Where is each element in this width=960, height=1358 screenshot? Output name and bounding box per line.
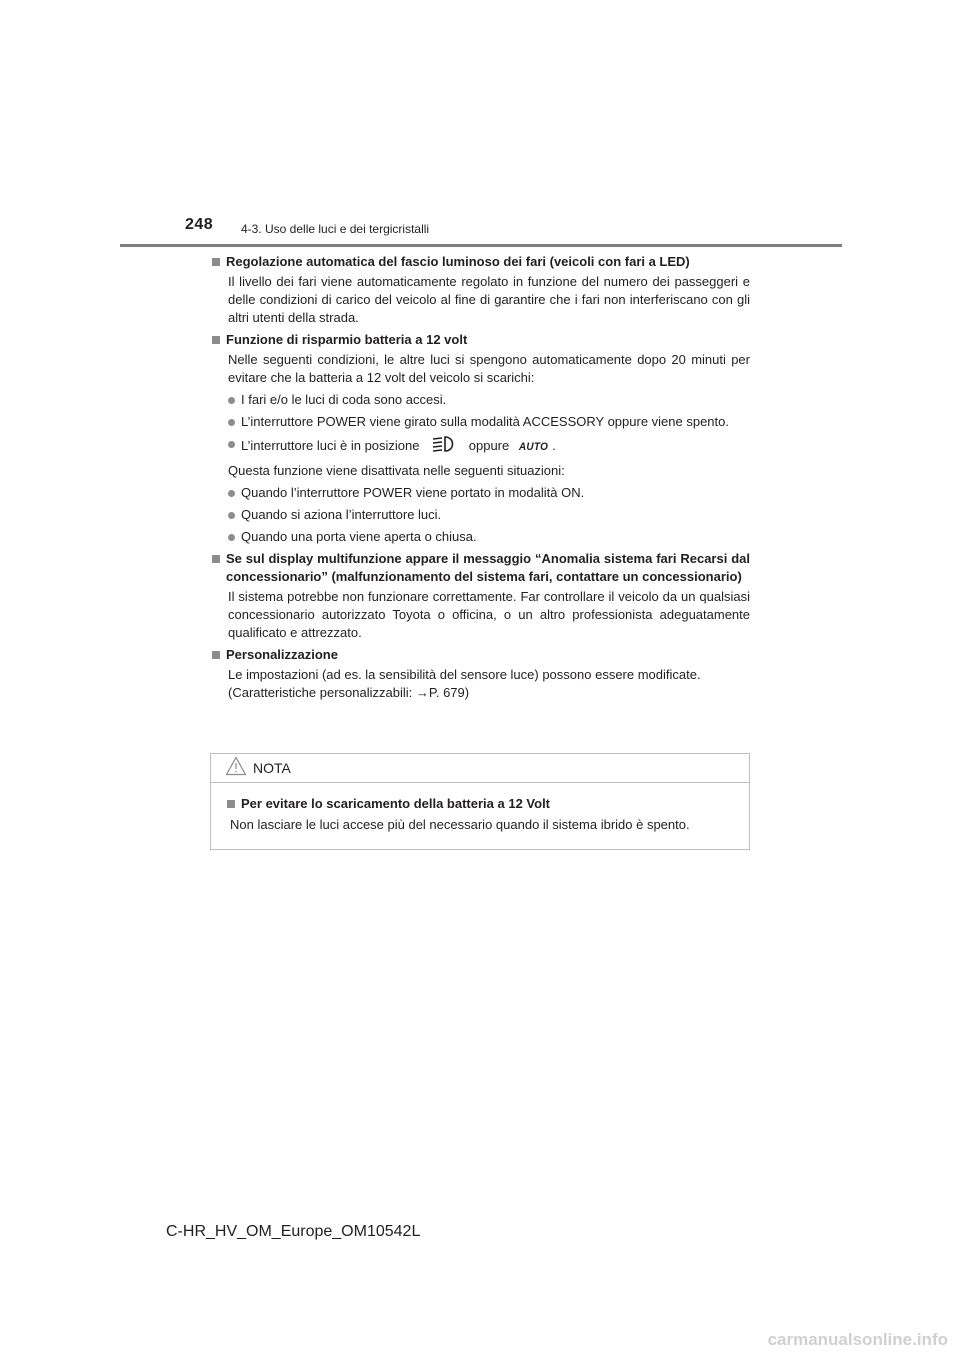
round-bullet-icon: [228, 397, 235, 404]
page-number: 248: [185, 216, 214, 233]
round-bullet-icon: [228, 419, 235, 426]
paragraph: Il livello dei fari viene automaticamente regolato in funzione del numero dei passeggeri e delle condizioni di carico del veicolo al fine di garantire che i fari non interferiscano con gli altri utenti della strada.: [228, 274, 750, 325]
square-bullet-icon: [227, 800, 235, 808]
notice-label: NOTA: [253, 760, 291, 776]
section-auto-leveling: [210, 253, 750, 327]
cross-reference: (Caratteristiche personalizzabili: →P. 679): [228, 685, 470, 700]
list-item: I fari e/o le luci di coda sono accesi.: [228, 391, 750, 409]
square-bullet-icon: [212, 651, 220, 659]
notice-header: [211, 754, 749, 783]
paragraph: Nelle seguenti condizioni, le altre luci si spengono automaticamente dopo 20 minuti per evitare che la batteria a 12 volt del veicolo si scarichi:: [228, 352, 750, 385]
document-code: C-HR_HV_OM_Europe_OM10542L: [166, 1223, 421, 1240]
paragraph: Le impostazioni (ad es. la sensibilità del sensore luce) possono essere modificate.: [228, 667, 701, 682]
section-heading: Personalizzazione: [210, 646, 750, 664]
list-item: Quando si aziona l’interruttore luci.: [228, 506, 750, 524]
round-bullet-icon: [228, 490, 235, 497]
square-bullet-icon: [212, 336, 220, 344]
headlight-icon: [429, 435, 459, 458]
paragraph: Questa funzione viene disattivata nelle seguenti situazioni:: [228, 463, 565, 478]
header-divider: [120, 244, 842, 247]
warning-triangle-icon: [225, 756, 247, 781]
square-bullet-icon: [212, 258, 220, 266]
auto-position-icon: AUTO: [518, 441, 549, 454]
notice-box: [210, 753, 750, 850]
page-header: [0, 0, 960, 250]
notice-title: Per evitare lo scaricamento della batteria a 12 Volt: [225, 795, 735, 813]
section-title: 4-3. Uso delle luci e dei tergicristalli: [241, 222, 430, 236]
round-bullet-icon: [228, 441, 235, 448]
list-item: Quando una porta viene aperta o chiusa.: [228, 528, 750, 546]
list-item: L’interruttore POWER viene girato sulla modalità ACCESSORY oppure viene spento.: [228, 413, 750, 431]
list-item: L’interruttore luci è in posizione oppure AUTO .: [228, 435, 750, 458]
paragraph: Il sistema potrebbe non funzionare correttamente. Far controllare il veicolo da un qualsiasi concessionario autorizzato Toyota o officina, o un altro professionista adeguatamente qualificato e attrezzato.: [228, 589, 750, 640]
main-content: [210, 253, 750, 706]
notice-text: Non lasciare le luci accese più del necessario quando il sistema ibrido è spento.: [230, 817, 690, 832]
round-bullet-icon: [228, 512, 235, 519]
section-battery-saver: [210, 331, 750, 546]
section-customization: [210, 646, 750, 702]
section-warning-message: [210, 550, 750, 642]
section-heading: Regolazione automatica del fascio luminoso dei fari (veicoli con fari a LED): [210, 253, 750, 271]
round-bullet-icon: [228, 534, 235, 541]
section-heading: Funzione di risparmio batteria a 12 volt: [210, 331, 750, 349]
list-item: Quando l’interruttore POWER viene portato in modalità ON.: [228, 484, 750, 502]
section-heading: Se sul display multifunzione appare il messaggio “Anomalia sistema fari Recarsi dal concessionario” (malfunzionamento del sistema fari, contattare un concessionario): [210, 550, 750, 586]
notice-body: [211, 783, 749, 834]
watermark: carmanualsonline.info: [767, 1330, 948, 1349]
square-bullet-icon: [212, 555, 220, 563]
